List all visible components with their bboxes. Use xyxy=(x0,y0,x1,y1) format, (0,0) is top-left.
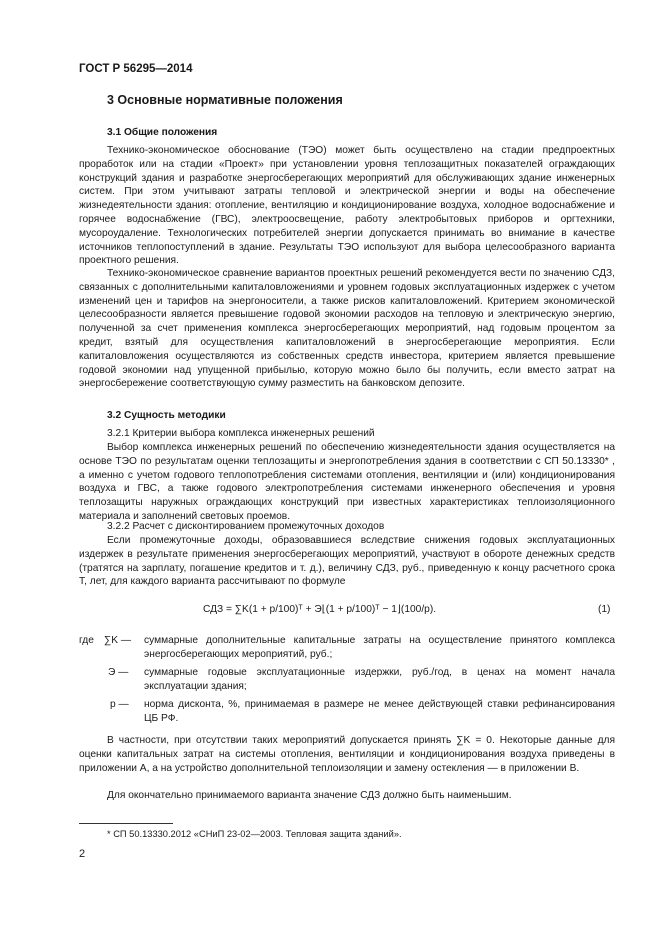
paragraph-after-1: В частности, при отсутствии таких мероприятий допускается принять ∑K = 0. Некоторые данные для оценки капитальных затрат на системы отопления, вентиляции и кондиционирования воздуха приведены в приложении А, а на устройство дополнительной теплоизоляции и замену остекления — в приложении В. xyxy=(79,735,615,774)
page-number: 2 xyxy=(79,848,86,860)
footnote-rule xyxy=(79,823,173,824)
definition-text-p: норма дисконта, %, принимаемая в размере не менее действующей ставки рефинансирования ЦБ РФ. xyxy=(144,699,615,724)
paragraph-3-1-1: Технико-экономическое обоснование (ТЭО) может быть осуществлено на стадии предпроектных проработок или на стадии «Проект» при установлении уровня теплозащитных показателей ограждающих конструкций здания и разработке энергосберегающих мероприятий для обслуживающих здание инженерных систем. При этом учитывают затраты тепловой и электрической энергии и воды на обеспечение жизнедеятельности здания: отопление, вентиляцию и кондиционирование воздуха, холодное водоснабжение и горячее водоснабжение (ГВС), электроосвещение, работу электробытовых приборов и оргтехники, мусороудаление. Технологических потребителей энергии допускается принимать во внимание в качестве источников теплопоступлений в здание. Результаты ТЭО используют для выбора целесообразного варианта проектного решения. xyxy=(79,145,615,267)
formula-number: (1) xyxy=(598,604,611,615)
heading-3-2-2: 3.2.2 Расчет с дисконтированием промежуточных доходов xyxy=(107,521,385,532)
paragraph-3-1-2: Технико-экономическое сравнение вариантов проектных решений рекомендуется вести по значению СДЗ, связанных с дополнительными капиталовложениями и уровнем годовых эксплуатационных издержек с учетом изменений цен и тарифов на энергоносители, а также рисков капиталовложений. Критерием экономической целесообразности является превышение годовой экономии расходов на тепловую и электрическую энергию, полученной за счет применения комплекса энергосберегающих мероприятий, над годовым процентом за кредит, взятый для осуществления капиталовложений в энергосберегающие мероприятия. Если капиталовложения осуществляются из собственных средств инвестора, критерием является превышение годовой экономии над упущенной прибылью, которую можно было бы получить, если вместо затрат на энергосбережение соответствующую сумму разместить на банковском депозите. xyxy=(79,268,615,390)
where-prefix: где xyxy=(79,635,94,646)
paragraph-3-2-2: Если промежуточные доходы, образовавшиеся вследствие снижения годовых эксплуатационных издержек в результате применения энергосберегающих мероприятий, участвуют в обороте денежных средств (тратятся на зарплату, погашение кредитов и т. д.), величину СДЗ, руб., приведенную к концу расчетного срока Т, лет, для каждого варианта рассчитывают по формуле xyxy=(79,535,615,588)
footnote: * СП 50.13330.2012 «СНиП 23-02—2003. Тепловая защита зданий». xyxy=(107,829,402,839)
subsection-title-3-1: 3.1 Общие положения xyxy=(107,127,218,138)
formula-sdz: СДЗ = ∑K(1 + p/100)ᵀ + Э⌊(1 + p/100)ᵀ − 1⌋(100/p). xyxy=(203,604,437,615)
heading-3-2-1: 3.2.1 Критерии выбора комплекса инженерных решений xyxy=(107,428,375,439)
definition-term-p: p — xyxy=(110,699,129,710)
definition-term-k: ∑K — xyxy=(104,635,132,646)
subsection-title-3-2: 3.2 Сущность методики xyxy=(107,410,226,421)
definition-term-e: Э — xyxy=(108,667,129,678)
definition-text-k: суммарные дополнительные капитальные затраты на осуществление принятого комплекса энергосберегающих мероприятий, руб.; xyxy=(144,635,615,660)
paragraph-after-2: Для окончательно принимаемого варианта значение СДЗ должно быть наименьшим. xyxy=(107,790,512,801)
section-title: 3 Основные нормативные положения xyxy=(107,93,343,107)
paragraph-3-2-1: Выбор комплекса инженерных решений по обеспечению жизнедеятельности здания осуществляется на основе ТЭО по результатам оценки теплозащиты и энергопотребления здания в соответствии с СП 50.13330* , а именно с учетом годового теплопотребления системами отопления, вентиляции и (или) кондиционирования воздуха и ГВС, а также годового электропотребления системами инженерного обеспечения и уровня теплозащиты наружных ограждающих конструкций при известных характеристиках теплоизоляционного материала и заполнений световых проемов. xyxy=(79,442,615,522)
document-header: ГОСТ Р 56295—2014 xyxy=(79,63,193,75)
definition-text-e: суммарные годовые эксплуатационные издержки, руб./год, в ценах на момент начала эксплуатации здания; xyxy=(144,667,615,692)
